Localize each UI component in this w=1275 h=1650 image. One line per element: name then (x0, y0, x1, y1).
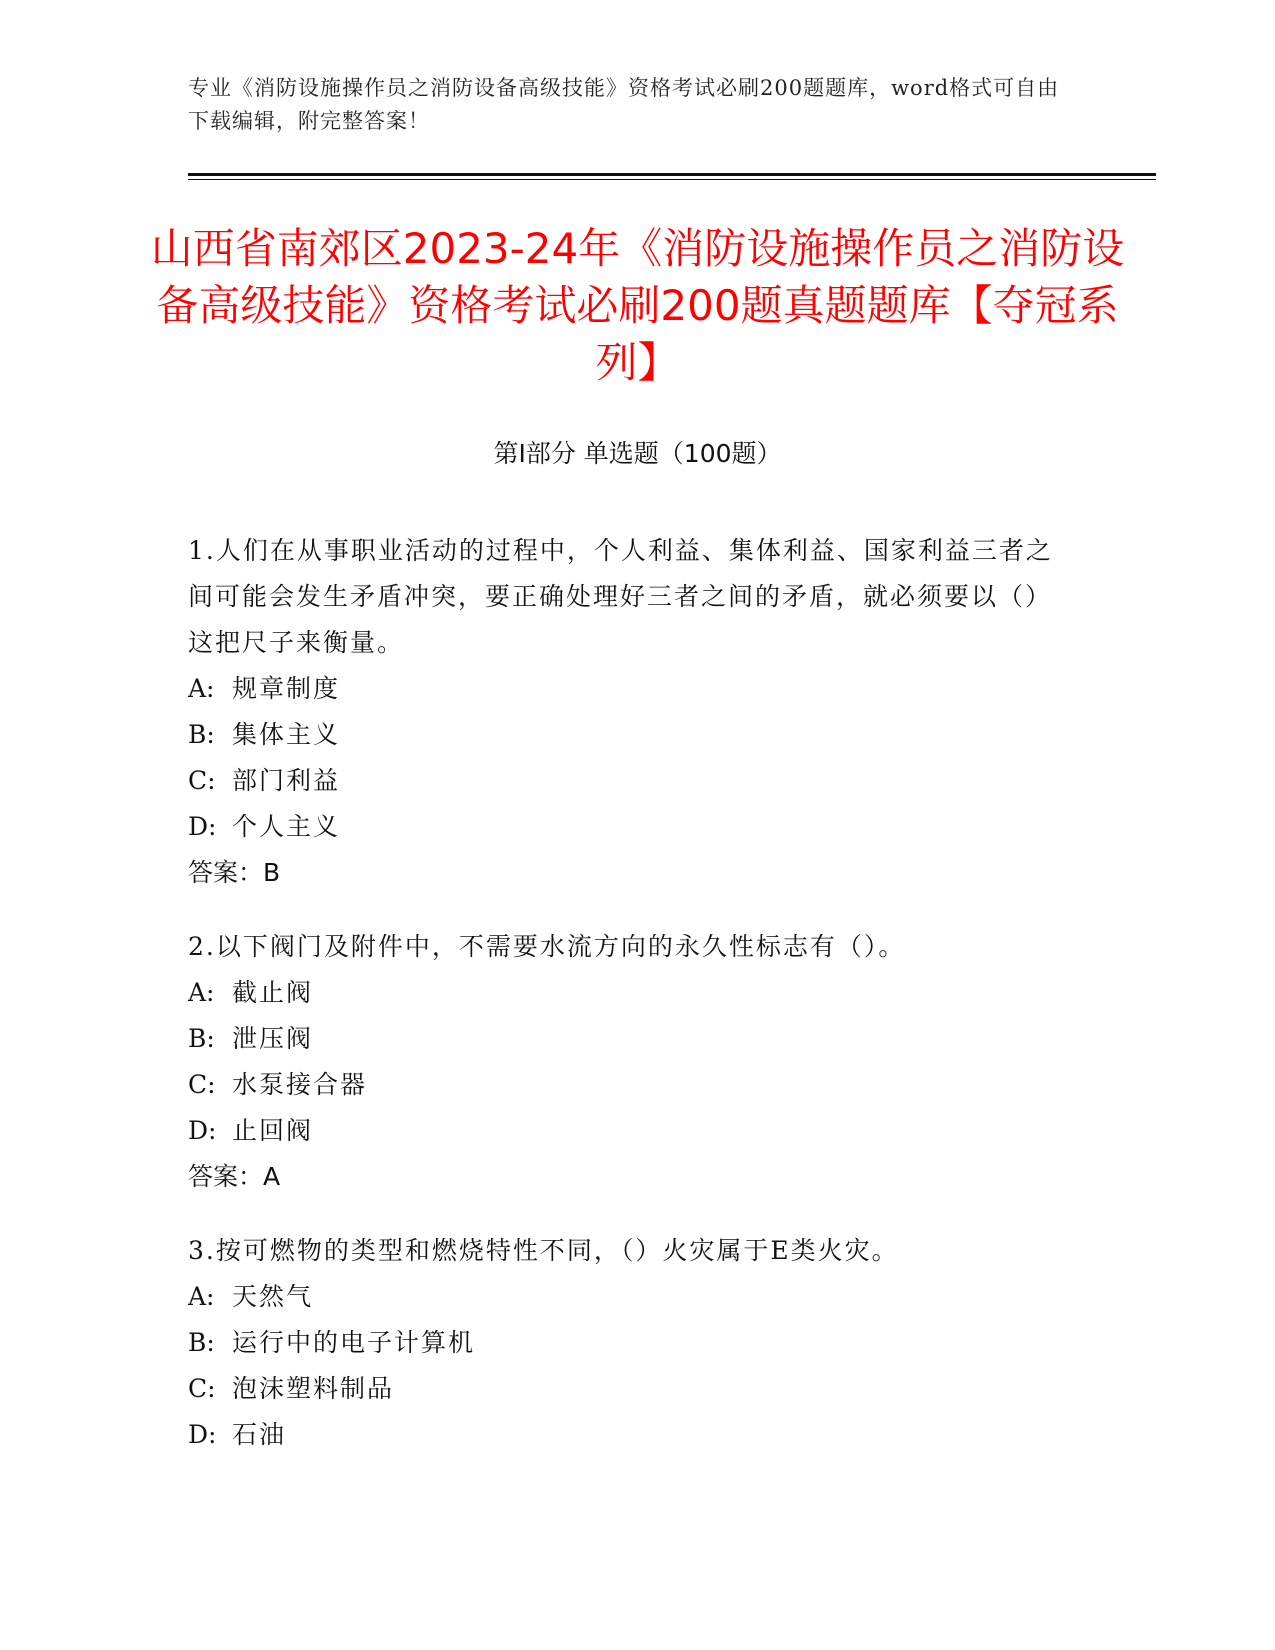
question-1 (188, 528, 1068, 896)
option-key: A: (188, 978, 215, 1007)
option-key: D: (188, 812, 217, 841)
option-c (188, 758, 1068, 804)
option-key: A: (188, 674, 215, 703)
option-key: B: (188, 1024, 215, 1053)
option-b (188, 1320, 1068, 1366)
option-key: B: (188, 1328, 215, 1357)
option-key: B: (188, 720, 215, 749)
option-b (188, 1016, 1068, 1062)
option-text: 运行中的电子计算机 (232, 1328, 476, 1357)
answer: 答案：B (188, 858, 281, 887)
option-key: D: (188, 1116, 217, 1145)
option-key: C: (188, 766, 216, 795)
option-c (188, 1366, 1068, 1412)
document-title: 山西省南郊区2023-24年《消防设施操作员之消防设备高级技能》资格考试必刷200题真题题库【夺冠系列】 (150, 224, 1125, 387)
question-stem: 3.按可燃物的类型和燃烧特性不同，（）火灾属于E类火灾。 (188, 1236, 899, 1265)
option-d (188, 1108, 1068, 1154)
option-text: 止回阀 (232, 1116, 314, 1145)
header-divider-thin (188, 179, 1156, 180)
option-text: 截止阀 (232, 978, 314, 1007)
option-text: 天然气 (232, 1282, 314, 1311)
header-divider-thick (188, 173, 1156, 176)
option-text: 规章制度 (232, 674, 341, 703)
question-3 (188, 1228, 1068, 1458)
option-a (188, 666, 1068, 712)
option-d (188, 804, 1068, 850)
option-key: D: (188, 1420, 217, 1449)
option-a (188, 1274, 1068, 1320)
option-key: C: (188, 1374, 216, 1403)
answer: 答案：A (188, 1162, 281, 1191)
option-text: 水泵接合器 (232, 1070, 368, 1099)
option-text: 石油 (232, 1420, 287, 1449)
option-text: 个人主义 (232, 812, 341, 841)
header-note: 专业《消防设施操作员之消防设备高级技能》资格考试必刷200题题库，word格式可自由下载编辑，附完整答案！ (188, 76, 1060, 133)
question-stem: 2.以下阀门及附件中，不需要水流方向的永久性标志有（）。 (188, 932, 906, 961)
option-key: C: (188, 1070, 216, 1099)
question-list (188, 528, 1068, 1486)
option-text: 泡沫塑料制品 (232, 1374, 395, 1403)
option-d (188, 1412, 1068, 1458)
option-c (188, 1062, 1068, 1108)
option-text: 泄压阀 (232, 1024, 314, 1053)
question-stem: 1.人们在从事职业活动的过程中，个人利益、集体利益、国家利益三者之间可能会发生矛盾冲突，要正确处理好三者之间的矛盾，就必须要以（）这把尺子来衡量。 (188, 536, 1053, 657)
option-b (188, 712, 1068, 758)
option-a (188, 970, 1068, 1016)
option-key: A: (188, 1282, 215, 1311)
option-text: 部门利益 (232, 766, 341, 795)
option-text: 集体主义 (232, 720, 341, 749)
question-2 (188, 924, 1068, 1200)
section-heading: 第I部分 单选题（100题） (493, 439, 782, 468)
